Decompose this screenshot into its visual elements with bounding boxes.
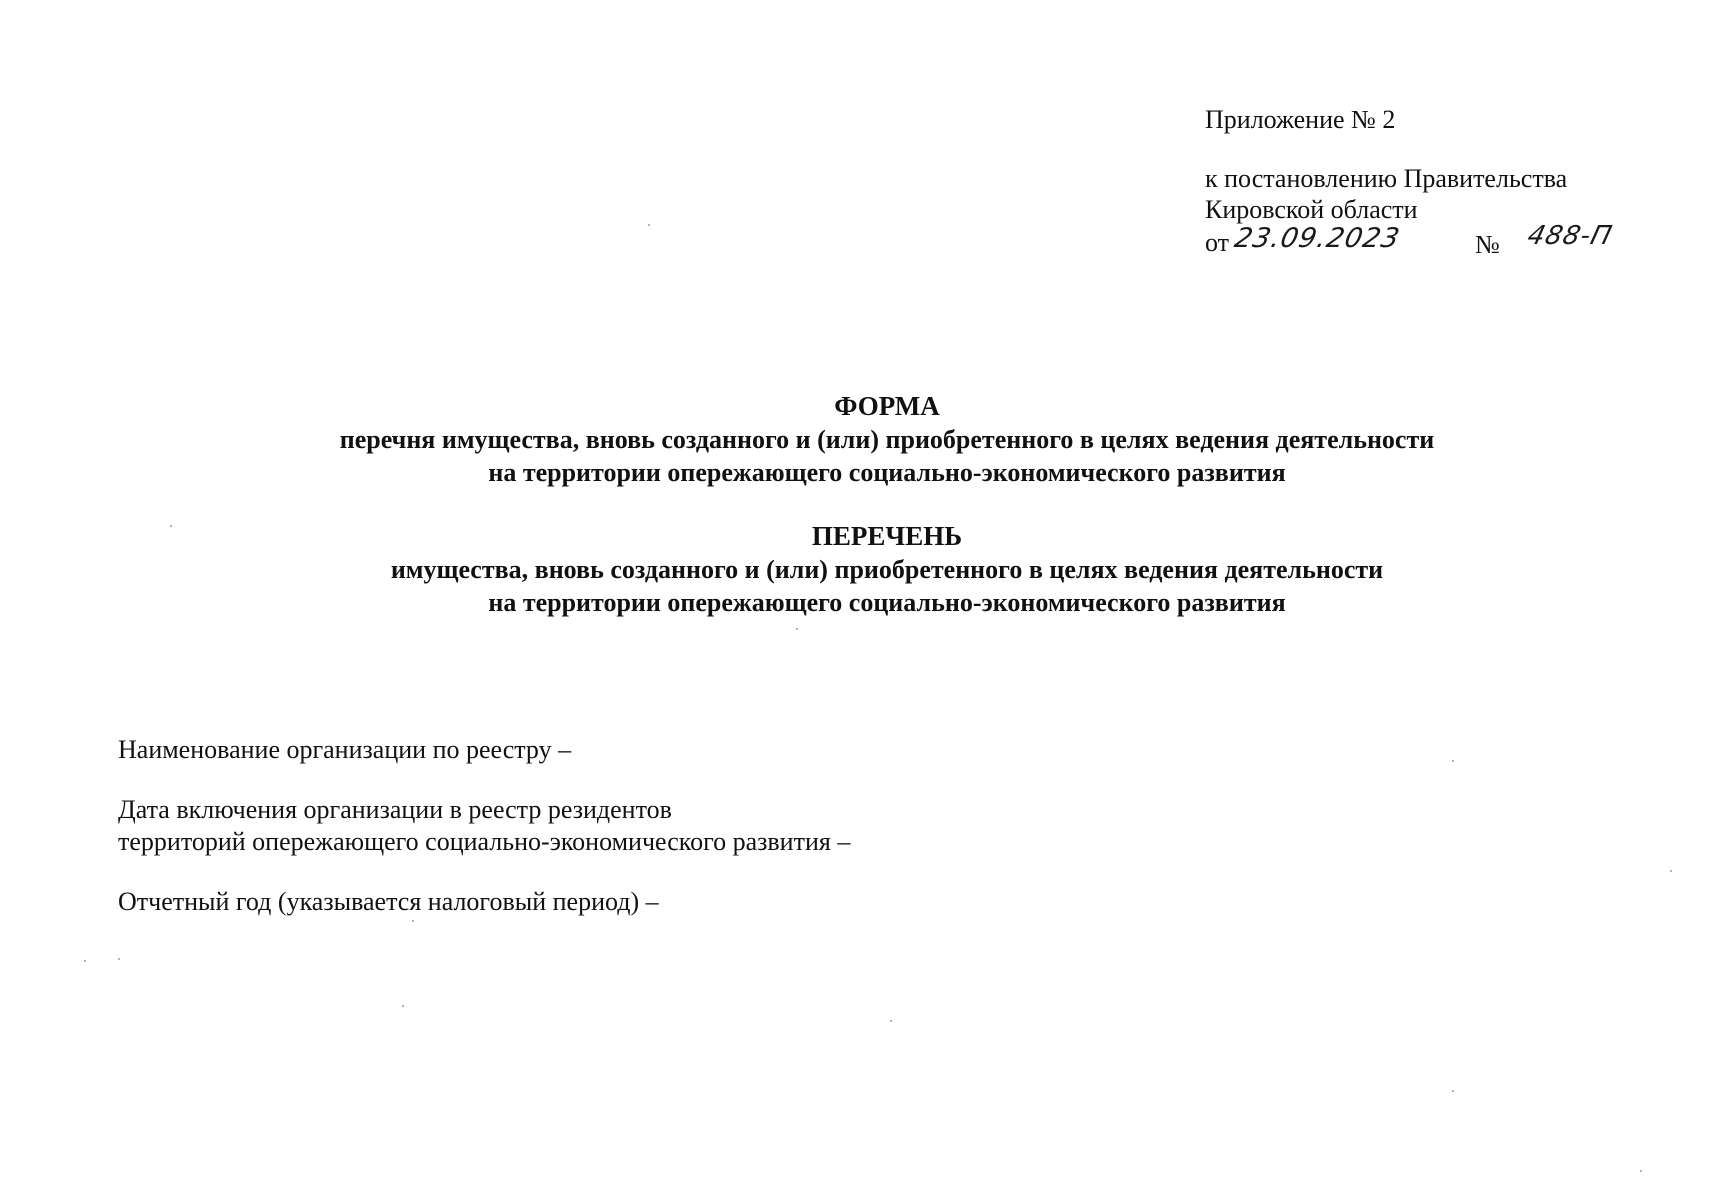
scan-speck: [412, 920, 414, 922]
report-year-field: [118, 886, 659, 918]
form-subtitle-line2: на территории опережающего социально-экономического развития: [488, 458, 1286, 487]
inclusion-date-label-line1: Дата включения организации в реестр резидентов: [118, 795, 672, 824]
scan-speck: [1670, 870, 1672, 872]
appendix-block: [1205, 104, 1616, 261]
list-heading: [0, 520, 1714, 619]
scan-speck: [648, 224, 650, 226]
appendix-date-number-line: [1205, 221, 1616, 261]
scan-speck: [1452, 1090, 1454, 1092]
org-name-label: Наименование организации по реестру –: [118, 735, 572, 764]
form-heading: [0, 390, 1714, 489]
list-subtitle-line2: на территории опережающего социально-экономического развития: [488, 588, 1286, 617]
scan-speck: [1452, 760, 1454, 762]
inclusion-date-label-line2: территорий опережающего социально-экономического развития –: [118, 827, 851, 856]
scan-speck: [796, 628, 798, 630]
scan-speck: [118, 958, 120, 960]
form-subtitle-line1: перечня имущества, вновь созданного и (или) приобретенного в целях ведения деятельности: [339, 425, 1435, 454]
scan-speck: [170, 525, 172, 527]
scan-speck: [890, 1020, 892, 1022]
handwritten-number: 488-П: [1524, 221, 1616, 251]
form-title: ФОРМА: [834, 391, 940, 421]
scan-speck: [402, 1005, 404, 1007]
appendix-region-line: Кировской области: [1205, 195, 1418, 224]
scan-speck: [84, 960, 86, 962]
org-name-field: [118, 734, 571, 766]
report-year-label: Отчетный год (указывается налоговый период) –: [118, 887, 659, 916]
appendix-title: Приложение № 2: [1205, 105, 1396, 134]
inclusion-date-field: [118, 794, 850, 858]
date-from-label: от: [1205, 228, 1230, 257]
number-sign-label: №: [1475, 230, 1500, 259]
list-title: ПЕРЕЧЕНЬ: [811, 521, 963, 551]
handwritten-date: 23.09.2023: [1231, 223, 1403, 254]
appendix-decree-line: к постановлению Правительства: [1205, 164, 1568, 193]
scan-speck: [1640, 1170, 1642, 1172]
list-subtitle-line1: имущества, вновь созданного и (или) приобретенного в целях ведения деятельности: [390, 555, 1384, 584]
